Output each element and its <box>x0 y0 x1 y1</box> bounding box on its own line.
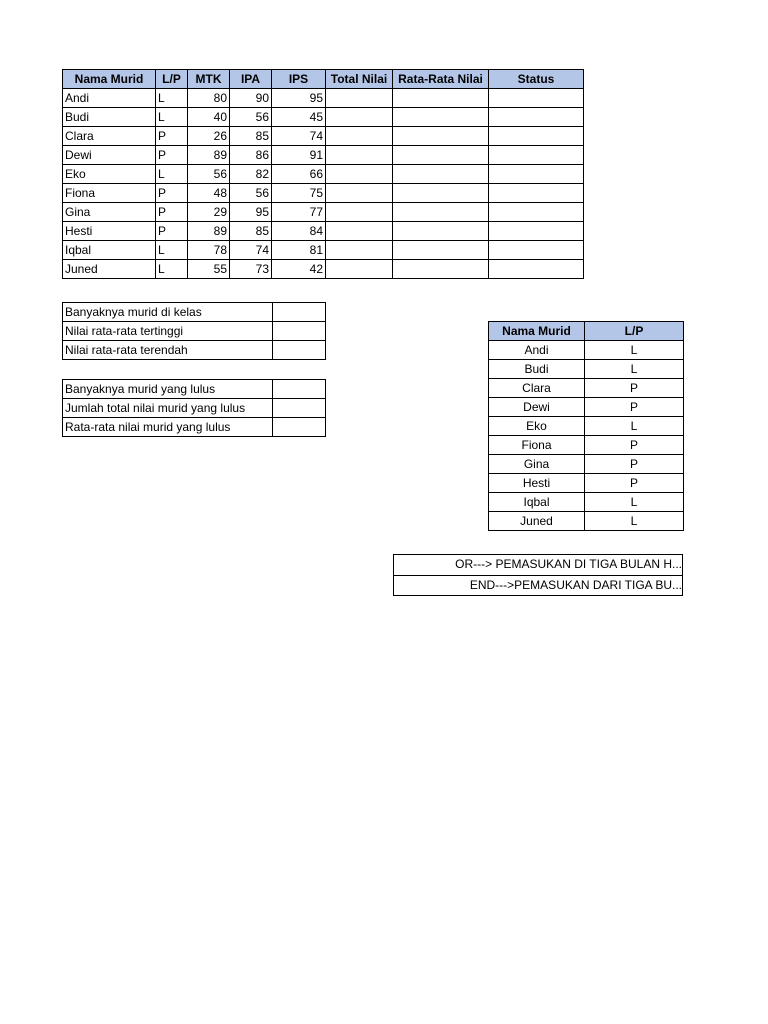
grades-header-row <box>63 70 584 89</box>
gender-cell[interactable]: P <box>156 203 188 222</box>
status-cell[interactable] <box>489 165 584 184</box>
ips-score-cell[interactable]: 42 <box>272 260 326 279</box>
summary-label[interactable]: Nilai rata-rata tertinggi <box>63 322 273 341</box>
rata-rata-cell[interactable] <box>393 241 489 260</box>
student-name-cell[interactable]: Budi <box>63 108 156 127</box>
gender-cell[interactable]: L <box>585 512 684 531</box>
ips-score-cell[interactable]: 74 <box>272 127 326 146</box>
gender-cell[interactable]: P <box>585 436 684 455</box>
note-end[interactable]: END--->PEMASUKAN DARI TIGA BU... <box>394 575 682 596</box>
status-cell[interactable] <box>489 127 584 146</box>
rata-rata-cell[interactable] <box>393 184 489 203</box>
rata-rata-cell[interactable] <box>393 260 489 279</box>
total-nilai-cell[interactable] <box>326 260 393 279</box>
student-name-cell[interactable]: Budi <box>489 360 585 379</box>
summary-row <box>63 399 326 418</box>
mtk-score-cell[interactable]: 56 <box>188 165 230 184</box>
rata-rata-cell[interactable] <box>393 108 489 127</box>
rata-rata-cell[interactable] <box>393 222 489 241</box>
student-name-cell[interactable]: Clara <box>63 127 156 146</box>
student-name-cell[interactable]: Juned <box>63 260 156 279</box>
student-name-cell[interactable]: Dewi <box>63 146 156 165</box>
student-name-cell[interactable]: Gina <box>489 455 585 474</box>
student-name-cell[interactable]: Fiona <box>63 184 156 203</box>
total-nilai-cell[interactable] <box>326 127 393 146</box>
status-cell[interactable] <box>489 203 584 222</box>
gender-cell[interactable]: L <box>585 417 684 436</box>
class-summary-table <box>62 302 326 360</box>
status-cell[interactable] <box>489 222 584 241</box>
ipa-score-cell[interactable]: 86 <box>230 146 272 165</box>
summary-row <box>63 380 326 399</box>
summary-label[interactable]: Banyaknya murid yang lulus <box>63 380 273 399</box>
gender-cell[interactable]: P <box>585 474 684 493</box>
table-row <box>63 89 584 108</box>
summary-row <box>63 418 326 437</box>
table-row <box>489 493 684 512</box>
total-nilai-cell[interactable] <box>326 222 393 241</box>
gender-cell[interactable]: P <box>156 222 188 241</box>
note-or[interactable]: OR---> PEMASUKAN DI TIGA BULAN H... <box>455 557 682 571</box>
total-nilai-cell[interactable] <box>326 165 393 184</box>
student-name-cell[interactable]: Iqbal <box>63 241 156 260</box>
gender-cell[interactable]: L <box>585 493 684 512</box>
student-name-cell[interactable]: Iqbal <box>489 493 585 512</box>
ipa-score-cell[interactable]: 90 <box>230 89 272 108</box>
mtk-score-cell[interactable]: 78 <box>188 241 230 260</box>
ips-score-cell[interactable]: 66 <box>272 165 326 184</box>
summary-value-cell[interactable] <box>273 303 326 322</box>
mtk-score-cell[interactable]: 29 <box>188 203 230 222</box>
student-name-cell[interactable]: Gina <box>63 203 156 222</box>
ips-score-cell[interactable]: 45 <box>272 108 326 127</box>
gender-cell[interactable]: P <box>585 455 684 474</box>
rata-rata-cell[interactable] <box>393 89 489 108</box>
gender-cell[interactable]: L <box>156 165 188 184</box>
ips-score-cell[interactable]: 77 <box>272 203 326 222</box>
summary-row <box>63 341 326 360</box>
total-nilai-cell[interactable] <box>326 108 393 127</box>
student-name-cell[interactable]: Eko <box>489 417 585 436</box>
student-name-cell[interactable]: Andi <box>489 341 585 360</box>
rata-rata-cell[interactable] <box>393 127 489 146</box>
gender-table <box>488 321 684 531</box>
status-cell[interactable] <box>489 89 584 108</box>
table-row <box>489 436 684 455</box>
header-nama-murid[interactable]: Nama Murid <box>489 322 585 341</box>
status-cell[interactable] <box>489 241 584 260</box>
summary-label[interactable]: Jumlah total nilai murid yang lulus <box>63 399 273 418</box>
status-cell[interactable] <box>489 184 584 203</box>
table-row <box>489 341 684 360</box>
header-status[interactable]: Status <box>489 70 584 89</box>
table-row <box>489 455 684 474</box>
notes-box <box>393 554 683 596</box>
ipa-score-cell[interactable]: 56 <box>230 108 272 127</box>
mtk-score-cell[interactable]: 48 <box>188 184 230 203</box>
summary-value-cell[interactable] <box>273 380 326 399</box>
gender-cell[interactable]: L <box>585 341 684 360</box>
table-row <box>63 127 584 146</box>
table-row <box>63 146 584 165</box>
header-nama-murid[interactable]: Nama Murid <box>63 70 156 89</box>
total-nilai-cell[interactable] <box>326 241 393 260</box>
gender-header-row <box>489 322 684 341</box>
summary-label[interactable]: Banyaknya murid di kelas <box>63 303 273 322</box>
gender-cell[interactable]: P <box>585 379 684 398</box>
summary-row <box>63 303 326 322</box>
table-row <box>489 512 684 531</box>
gender-cell[interactable]: L <box>585 360 684 379</box>
mtk-score-cell[interactable]: 89 <box>188 222 230 241</box>
table-row <box>63 241 584 260</box>
summary-label[interactable]: Rata-rata nilai murid yang lulus <box>63 418 273 437</box>
total-nilai-cell[interactable] <box>326 89 393 108</box>
ipa-score-cell[interactable]: 85 <box>230 222 272 241</box>
ipa-score-cell[interactable]: 85 <box>230 127 272 146</box>
student-name-cell[interactable]: Hesti <box>489 474 585 493</box>
total-nilai-cell[interactable] <box>326 184 393 203</box>
gender-cell[interactable]: L <box>156 260 188 279</box>
header-mtk[interactable]: MTK <box>188 70 230 89</box>
student-name-cell[interactable]: Hesti <box>63 222 156 241</box>
summary-value-cell[interactable] <box>273 399 326 418</box>
ips-score-cell[interactable]: 95 <box>272 89 326 108</box>
student-name-cell[interactable]: Fiona <box>489 436 585 455</box>
header-ipa[interactable]: IPA <box>230 70 272 89</box>
gender-cell[interactable]: L <box>156 89 188 108</box>
ipa-score-cell[interactable]: 56 <box>230 184 272 203</box>
student-name-cell[interactable]: Dewi <box>489 398 585 417</box>
mtk-score-cell[interactable]: 80 <box>188 89 230 108</box>
ipa-score-cell[interactable]: 74 <box>230 241 272 260</box>
table-row <box>489 398 684 417</box>
pass-summary-table <box>62 379 326 437</box>
gender-cell[interactable]: P <box>156 127 188 146</box>
summary-row <box>63 322 326 341</box>
header-rata-rata-nilai[interactable]: Rata-Rata Nilai <box>393 70 489 89</box>
table-row <box>489 417 684 436</box>
total-nilai-cell[interactable] <box>326 203 393 222</box>
table-row <box>63 165 584 184</box>
table-row <box>489 474 684 493</box>
summary-value-cell[interactable] <box>273 322 326 341</box>
rata-rata-cell[interactable] <box>393 203 489 222</box>
mtk-score-cell[interactable]: 55 <box>188 260 230 279</box>
rata-rata-cell[interactable] <box>393 165 489 184</box>
table-row <box>63 203 584 222</box>
table-row <box>63 222 584 241</box>
status-cell[interactable] <box>489 146 584 165</box>
student-name-cell[interactable]: Eko <box>63 165 156 184</box>
mtk-score-cell[interactable]: 89 <box>188 146 230 165</box>
mtk-score-cell[interactable]: 40 <box>188 108 230 127</box>
table-row <box>489 379 684 398</box>
total-nilai-cell[interactable] <box>326 146 393 165</box>
header-total-nilai[interactable]: Total Nilai <box>326 70 393 89</box>
ips-score-cell[interactable]: 84 <box>272 222 326 241</box>
table-row <box>63 108 584 127</box>
gender-cell[interactable]: L <box>156 241 188 260</box>
summary-value-cell[interactable] <box>273 418 326 437</box>
summary-label[interactable]: Nilai rata-rata terendah <box>63 341 273 360</box>
ipa-score-cell[interactable]: 82 <box>230 165 272 184</box>
gender-cell[interactable]: P <box>585 398 684 417</box>
gender-cell[interactable]: P <box>156 184 188 203</box>
header-ips[interactable]: IPS <box>272 70 326 89</box>
header-lp[interactable]: L/P <box>156 70 188 89</box>
rata-rata-cell[interactable] <box>393 146 489 165</box>
grades-table <box>62 69 584 279</box>
ipa-score-cell[interactable]: 95 <box>230 203 272 222</box>
header-lp[interactable]: L/P <box>585 322 684 341</box>
status-cell[interactable] <box>489 260 584 279</box>
status-cell[interactable] <box>489 108 584 127</box>
gender-cell[interactable]: L <box>156 108 188 127</box>
student-name-cell[interactable]: Andi <box>63 89 156 108</box>
ips-score-cell[interactable]: 75 <box>272 184 326 203</box>
table-row <box>489 360 684 379</box>
gender-cell[interactable]: P <box>156 146 188 165</box>
summary-value-cell[interactable] <box>273 341 326 360</box>
ipa-score-cell[interactable]: 73 <box>230 260 272 279</box>
student-name-cell[interactable]: Juned <box>489 512 585 531</box>
table-row <box>63 260 584 279</box>
table-row <box>63 184 584 203</box>
mtk-score-cell[interactable]: 26 <box>188 127 230 146</box>
ips-score-cell[interactable]: 91 <box>272 146 326 165</box>
student-name-cell[interactable]: Clara <box>489 379 585 398</box>
ips-score-cell[interactable]: 81 <box>272 241 326 260</box>
